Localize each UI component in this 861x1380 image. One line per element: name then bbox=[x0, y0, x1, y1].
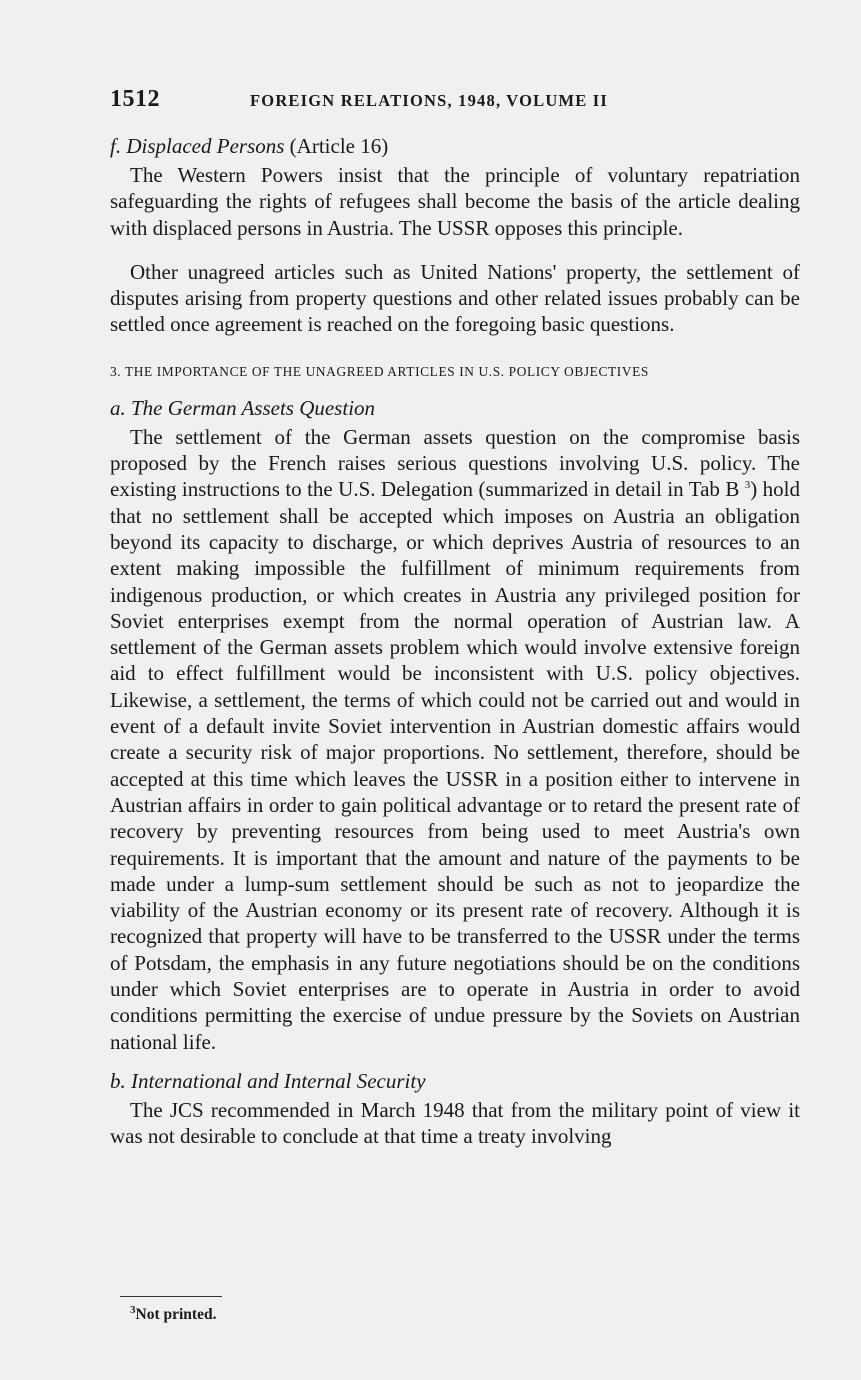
footnote-text: Not printed. bbox=[135, 1306, 217, 1323]
footnote-divider bbox=[120, 1296, 222, 1297]
subheading-letter: a. bbox=[110, 395, 126, 420]
paragraph-text: ) hold that no settlement shall be accepted which imposes on Austria an obligation beyond its capacity to discharge, or which deprives Austria of resources to an extent making impossible the fulfillment of minimum requirements from indigenous production, or which creates in Austria any privileged position for Soviet enterprises exempt from the normal operation of Austrian law. A settlement of the German assets problem which would involve extensive foreign aid to effect fulfillment would be inconsistent with U.S. policy objectives. Likewise, a settlement, the terms of which could not be carried out and would in event of a default invite Soviet intervention in Austrian domestic affairs would create a security risk of major proportions. No settlement, therefore, should be accepted at this time which leaves the USSR in a position either to intervene in Austrian affairs in order to gain political advantage or to retard the present rate of recovery by preventing resources from being used to meet Austria's own requirements. It is important that the amount and nature of the payments to be made under a lump-sum settlement should be such as not to jeopardize the viability of the Austrian economy or its present rate of recovery. Although it is recognized that property will have to be transferred to the USSR under the terms of Potsdam, the emphasis in any future negotiations should be on the conditions under which Soviet enterprises are to operate in Austria in order to avoid conditions permitting the exercise of undue pressure by the Soviets on Austrian national life. bbox=[110, 477, 800, 1054]
subheading-title: The German Assets Question bbox=[131, 395, 376, 420]
footnote-marker: 3 bbox=[130, 1303, 136, 1316]
page-number: 1512 bbox=[110, 86, 160, 112]
paragraph-other-unagreed-articles: Other unagreed articles such as United Nations' property, the settlement of disputes arising from property questions and other related issues probably can be settled once agreement is reached on the foregoing basic questions. bbox=[110, 259, 800, 337]
footnote bbox=[130, 1303, 217, 1324]
running-head bbox=[110, 86, 800, 120]
document-page bbox=[110, 86, 800, 1150]
subheading-security bbox=[110, 1067, 800, 1095]
subheading-letter: f. bbox=[110, 134, 122, 158]
subheading-displaced-persons bbox=[110, 132, 800, 160]
paragraph-security: The JCS recommended in March 1948 that from the military point of view it was not desirable to conclude at that time a treaty involving bbox=[110, 1097, 800, 1149]
subheading-german-assets bbox=[110, 394, 800, 422]
volume-title: FOREIGN RELATIONS, 1948, VOLUME II bbox=[250, 91, 608, 110]
subheading-letter: b. bbox=[110, 1068, 126, 1093]
subheading-article: (Article 16) bbox=[289, 134, 389, 158]
paragraph-displaced-persons: The Western Powers insist that the principle of voluntary repatriation safeguarding the rights of refugees shall become the basis of the article dealing with displaced persons in Austria. The USSR opposes this principle. bbox=[110, 163, 800, 240]
paragraph-text: The settlement of the German assets question on the compromise basis proposed by the French raises serious questions involving U.S. policy. The existing instructions to the U.S. Delegation (summarized in detail in Tab B bbox=[110, 424, 800, 502]
paragraph-german-assets bbox=[110, 424, 800, 1055]
subheading-title: Displaced Persons bbox=[126, 134, 285, 158]
section-heading: 3. THE IMPORTANCE OF THE UNAGREED ARTICLES IN U.S. POLICY OBJECTIVES bbox=[110, 363, 649, 379]
footnote-reference: 3 bbox=[744, 479, 751, 492]
subheading-title: International and Internal Security bbox=[131, 1068, 426, 1093]
